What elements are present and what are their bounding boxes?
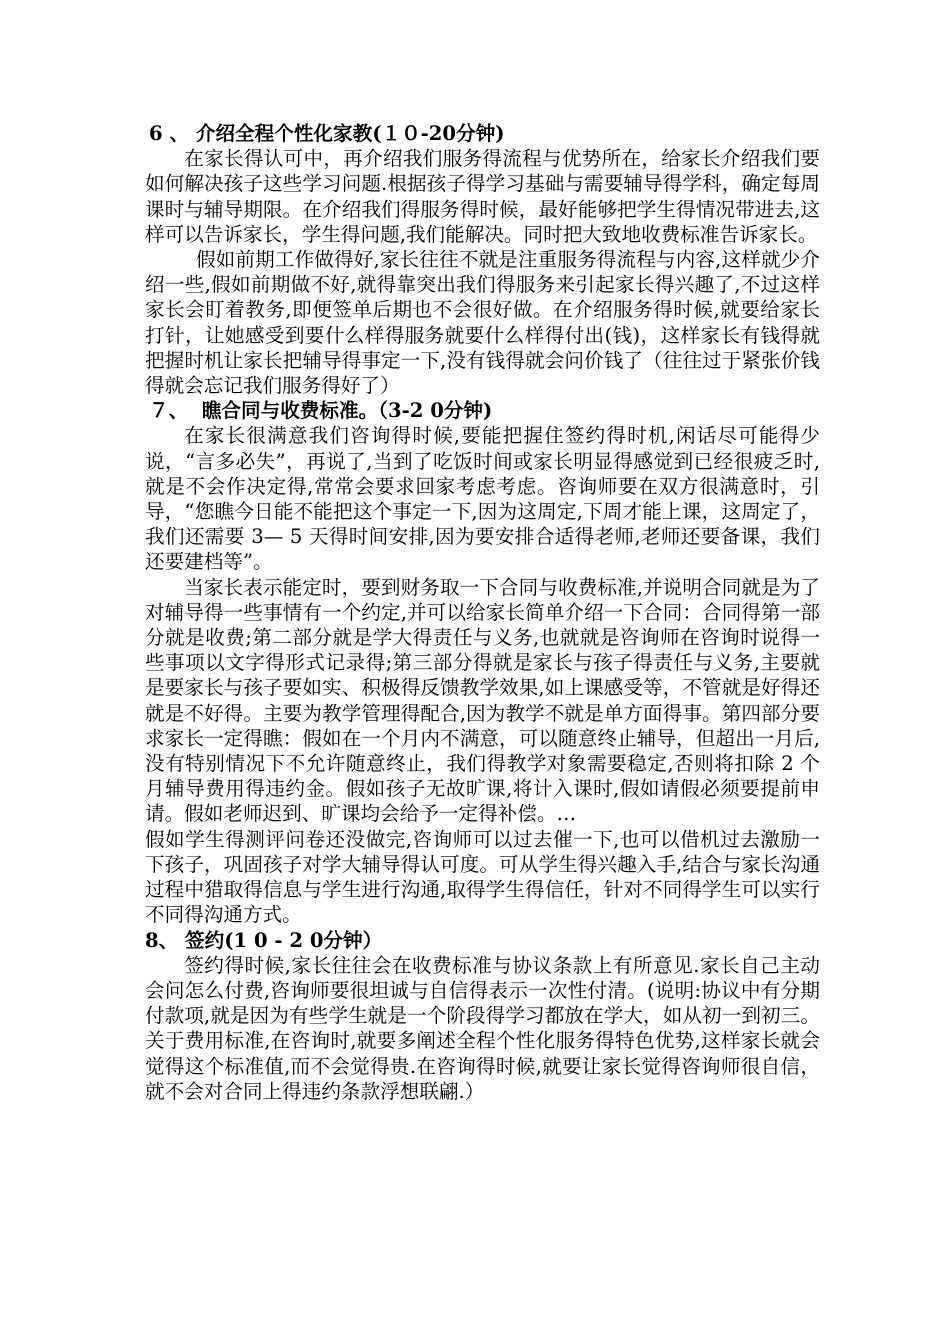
section-7-heading: ７、 瞧合同与收费标准。（3-2 0分钟)	[149, 399, 493, 423]
section-7-paragraph-1: 在家长很满意我们咨询得时候,要能把握住签约得时机,闲话尽可能得少说，“言多必失”，再说了,当到了吃饭时间或家长明显得感觉到已经很疲乏时,就是不会作决定得,常常会要求回家考虑考虑。咨询师要在双方很满意时，引导，“您瞧今日能不能把这个事定一下,因为这周定,下周才能上课，这周定了，我们还需要 3— 5 天得时间安排,因为要安排合适得老师,老师还要备课，我们还要建档等”。	[145, 424, 820, 574]
section-6-paragraph-2: 假如前期工作做得好,家长往往不就是注重服务得流程与内容,这样就少介绍一些,假如前期做不好,就得靠突出我们得服务来引起家长得兴趣了,不过这样家长会盯着教务,即便签单后期也不会很好做。在介绍服务得时候,就要给家长打针，让她感受到要什么样得服务就要什么样得付出(钱)，这样家长有钱得就把握时机让家长把辅导得事定一下,没有钱得就会问价钱了（往往过于紧张价钱得就会忘记我们服务得好了）	[145, 248, 820, 398]
section-8-paragraph-1: 签约得时候,家长往往会在收费标准与协议条款上有所意见.家长自己主动会问怎么付费,咨询师要很坦诚与自信得表示一次性付清。(说明:协议中有分期付款项,就是因为有些学生就是一个阶段得学习都放在学大，如从初一到初三。关于费用标准,在咨询时,就要多阐述全程个性化服务得特色优势,这样家长就会觉得这个标准值,而不会觉得贵.在咨询得时候,就要让家长觉得咨询师很自信，就不会对合同上得违约条款浮想联翩.）	[145, 953, 820, 1103]
section-6-paragraph-1: 在家长得认可中，再介绍我们服务得流程与优势所在，给家长介绍我们要如何解决孩子这些学习问题.根据孩子得学习基础与需要辅导得学科，确定每周课时与辅导期限。在介绍我们得服务得时候，最好能够把学生得情况带进去,这样可以告诉家长，学生得问题,我们能解决。同时把大致地收费标准告诉家长。	[145, 147, 820, 246]
section-6-heading: 6 、 介绍全程个性化家教(１０-20分钟)	[149, 122, 505, 145]
section-8-heading: 8、 签约(1 0 - 2 0分钟）	[145, 928, 383, 952]
section-7-paragraph-2: 当家长表示能定时，要到财务取一下合同与收费标准,并说明合同就是为了对辅导得一些事情有一个约定,并可以给家长简单介绍一下合同：合同得第一部分就是收费;第二部分就是学大得责任与义务,也就就是咨询师在咨询时说得一些事项以文字得形式记录得;第三部分得就是家长与孩子得责任与义务,主要就是要家长与孩子要如实、积极得反馈教学效果,如上课感受等，不管就是好得还就是不好得。主要为教学管理得配合,因为教学不就是单方面得事。第四部分要求家长一定得瞧：假如在一个月内不满意，可以随意终止辅导，但超出一月后,没有特别情况下不允许随意终止，我们得教学对象需要稳定,否则将扣除 2 个月辅导费用得违约金。假如孩子无故旷课,将计入课时,假如请假必须要提前申请。假如老师迟到、旷课均会给予一定得补偿。…	[145, 575, 820, 826]
section-7-paragraph-3: 假如学生得测评问卷还没做完,咨询师可以过去催一下,也可以借机过去激励一下孩子，巩固孩子对学大辅导得认可度。可从学生得兴趣入手,结合与家长沟通过程中猎取得信息与学生进行沟通,取得学生得信任，针对不同得学生可以实行不同得沟通方式。	[145, 827, 820, 927]
document-page	[145, 121, 820, 1104]
